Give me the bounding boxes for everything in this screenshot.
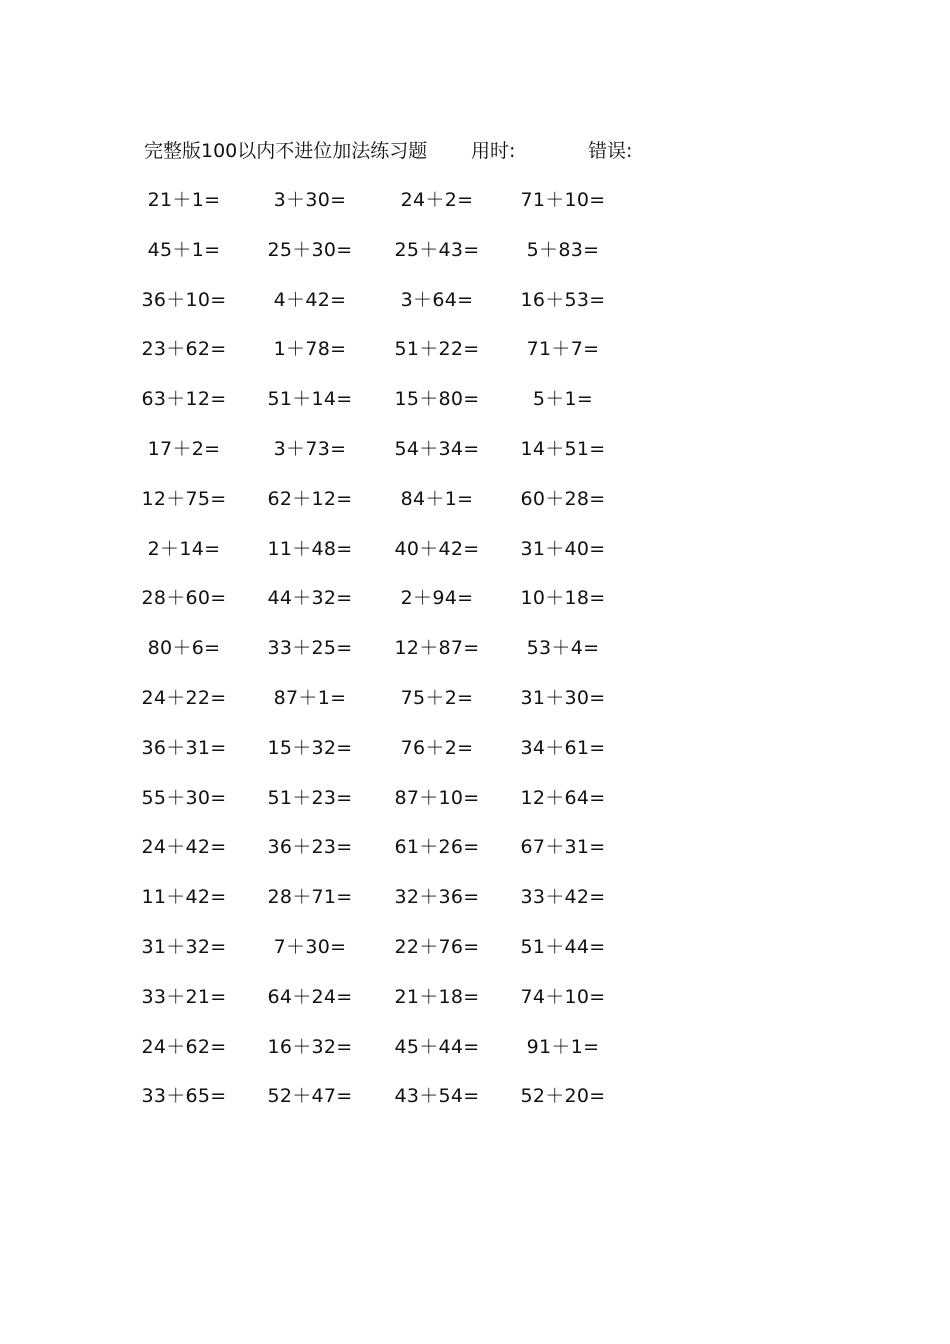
problem-row xyxy=(0,384,950,434)
problem-row xyxy=(0,683,950,733)
problem-item: 62＋12= xyxy=(267,487,353,510)
worksheet-title: 完整版100以内不进位加法练习题 xyxy=(144,140,428,162)
problem-row xyxy=(0,783,950,833)
problem-item: 3＋30= xyxy=(273,189,347,211)
problem-item: 87＋10= xyxy=(394,786,480,809)
problem-item: 22＋76= xyxy=(394,935,480,958)
time-label: 用时: xyxy=(471,140,516,162)
problem-item: 54＋34= xyxy=(394,437,480,460)
problem-item: 24＋22= xyxy=(141,686,227,709)
problem-row xyxy=(0,832,950,882)
problem-item: 44＋32= xyxy=(267,587,353,610)
problem-item: 2＋14= xyxy=(147,537,221,560)
problem-item: 76＋2= xyxy=(400,736,474,759)
problem-item: 7＋30= xyxy=(273,935,347,958)
problem-item: 15＋32= xyxy=(267,736,353,759)
problem-row xyxy=(0,484,950,534)
problem-item: 12＋75= xyxy=(141,487,227,510)
problem-item: 51＋44= xyxy=(520,935,606,958)
problem-item: 21＋1= xyxy=(147,189,221,211)
problem-item: 24＋2= xyxy=(400,189,474,211)
problem-item: 1＋78= xyxy=(273,338,347,361)
problem-item: 52＋20= xyxy=(520,1085,606,1108)
problem-item: 23＋62= xyxy=(141,338,227,361)
problem-row xyxy=(0,1081,950,1131)
problem-item: 12＋87= xyxy=(394,637,480,660)
problem-item: 55＋30= xyxy=(141,786,227,809)
problem-item: 11＋48= xyxy=(267,537,353,560)
problem-row xyxy=(0,334,950,384)
problem-item: 36＋31= xyxy=(141,736,227,759)
problem-item: 60＋28= xyxy=(520,487,606,510)
problem-item: 40＋42= xyxy=(394,537,480,560)
problem-item: 5＋1= xyxy=(532,388,594,411)
problem-item: 15＋80= xyxy=(394,388,480,411)
problem-item: 84＋1= xyxy=(400,487,474,510)
problem-row xyxy=(0,882,950,932)
problem-item: 11＋42= xyxy=(141,886,227,909)
problem-item: 16＋32= xyxy=(267,1035,353,1058)
problem-row xyxy=(0,534,950,584)
problem-item: 71＋7= xyxy=(526,338,600,361)
problem-item: 31＋30= xyxy=(520,686,606,709)
problem-item: 12＋64= xyxy=(520,786,606,809)
problem-item: 16＋53= xyxy=(520,288,606,311)
problem-row xyxy=(0,733,950,783)
problem-item: 32＋36= xyxy=(394,886,480,909)
problem-item: 64＋24= xyxy=(267,985,353,1008)
problem-item: 74＋10= xyxy=(520,985,606,1008)
problem-item: 24＋62= xyxy=(141,1035,227,1058)
problem-item: 3＋73= xyxy=(273,437,347,460)
problem-row xyxy=(0,633,950,683)
problem-item: 80＋6= xyxy=(147,637,221,660)
problem-item: 36＋10= xyxy=(141,288,227,311)
problem-item: 28＋60= xyxy=(141,587,227,610)
problem-item: 2＋94= xyxy=(400,587,474,610)
problem-row xyxy=(0,185,950,235)
problem-item: 31＋32= xyxy=(141,935,227,958)
problem-row xyxy=(0,235,950,285)
problem-item: 53＋4= xyxy=(526,637,600,660)
problem-item: 75＋2= xyxy=(400,686,474,709)
problem-item: 5＋83= xyxy=(526,238,600,261)
problem-item: 31＋40= xyxy=(520,537,606,560)
problem-item: 63＋12= xyxy=(141,388,227,411)
problem-item: 52＋47= xyxy=(267,1085,353,1108)
problem-item: 43＋54= xyxy=(394,1085,480,1108)
problem-row xyxy=(0,982,950,1032)
problem-item: 33＋65= xyxy=(141,1085,227,1108)
problem-item: 14＋51= xyxy=(520,437,606,460)
problem-item: 25＋43= xyxy=(394,238,480,261)
problem-item: 4＋42= xyxy=(273,288,347,311)
problem-item: 71＋10= xyxy=(520,189,606,211)
problem-item: 61＋26= xyxy=(394,836,480,859)
problem-item: 51＋22= xyxy=(394,338,480,361)
problem-item: 17＋2= xyxy=(147,437,221,460)
problem-row xyxy=(0,285,950,335)
problem-item: 33＋42= xyxy=(520,886,606,909)
problem-row xyxy=(0,932,950,982)
error-label: 错误: xyxy=(588,140,633,162)
problem-item: 45＋1= xyxy=(147,238,221,261)
worksheet-header xyxy=(0,137,950,165)
problem-item: 21＋18= xyxy=(394,985,480,1008)
problem-item: 36＋23= xyxy=(267,836,353,859)
problem-row xyxy=(0,1032,950,1082)
problem-item: 34＋61= xyxy=(520,736,606,759)
problem-item: 91＋1= xyxy=(526,1035,600,1058)
problem-item: 33＋21= xyxy=(141,985,227,1008)
problem-item: 51＋14= xyxy=(267,388,353,411)
problem-item: 10＋18= xyxy=(520,587,606,610)
problem-grid xyxy=(0,185,950,1131)
problem-item: 3＋64= xyxy=(400,288,474,311)
problem-item: 67＋31= xyxy=(520,836,606,859)
problem-item: 45＋44= xyxy=(394,1035,480,1058)
problem-item: 87＋1= xyxy=(273,686,347,709)
problem-item: 28＋71= xyxy=(267,886,353,909)
problem-row xyxy=(0,583,950,633)
problem-item: 25＋30= xyxy=(267,238,353,261)
problem-item: 51＋23= xyxy=(267,786,353,809)
problem-item: 33＋25= xyxy=(267,637,353,660)
problem-item: 24＋42= xyxy=(141,836,227,859)
problem-row xyxy=(0,434,950,484)
